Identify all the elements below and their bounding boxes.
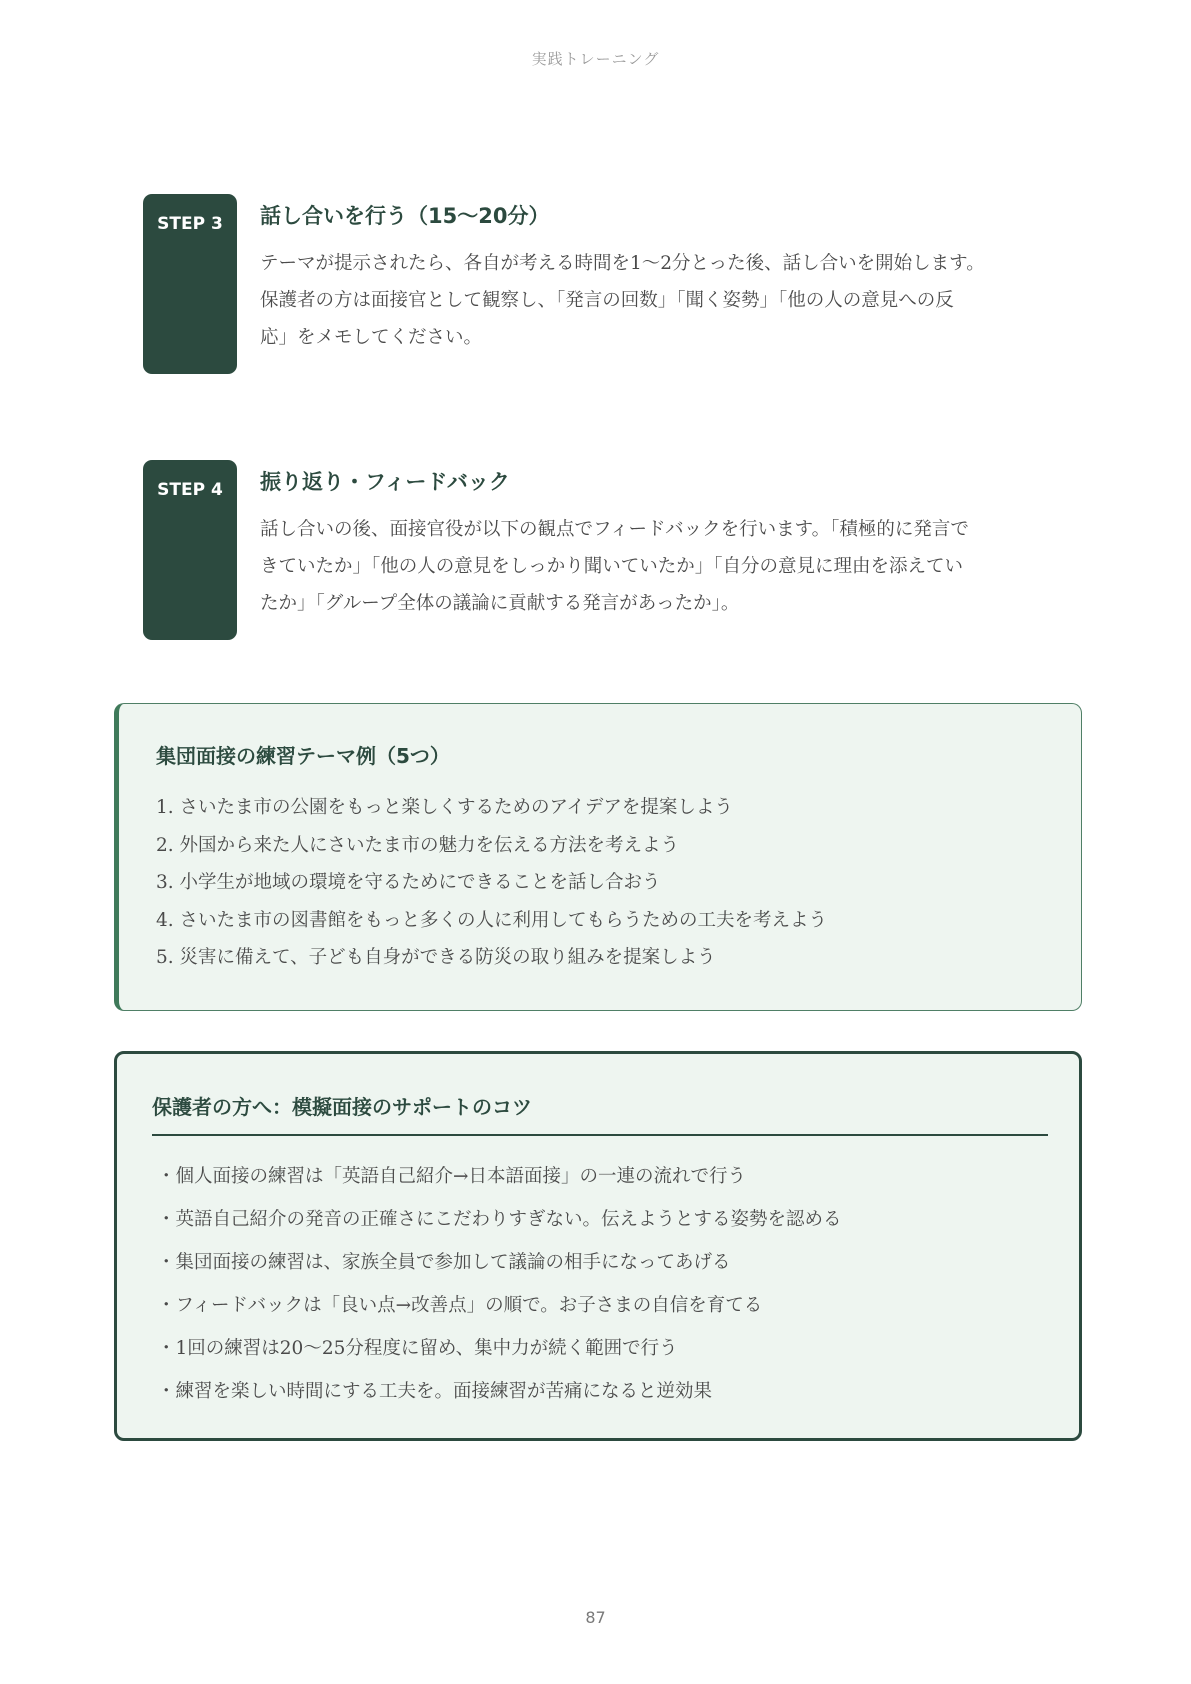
practice-themes-list	[156, 789, 1056, 977]
step-badge: STEP 3	[143, 194, 237, 374]
step-description-line: 保護者の方は面接官として観察し、「発言の回数」「聞く姿勢」「他の人の意見への反	[260, 290, 954, 311]
step-title: 振り返り・フィードバック	[260, 470, 510, 494]
list-item: 3. 小学生が地域の環境を守るためにできることを話し合おう	[156, 872, 661, 893]
list-item: ・ 英語自己紹介の発音の正確さにこだわりすぎない。伝えようとする姿勢を認める	[167, 1198, 1047, 1241]
list-item: 4. さいたま市の図書館をもっと多くの人に利用してもらうための工夫を考えよう	[156, 909, 828, 931]
step-4-section	[143, 460, 1053, 650]
list-item: ・ 集団面接の練習は、家族全員で参加して議論の相手になってあげる	[167, 1241, 1047, 1284]
list-item: 1. さいたま市の公園をもっと楽しくするためのアイデアを提案しよう	[156, 797, 733, 818]
page-number: 87	[585, 1608, 606, 1627]
parent-tips-list	[167, 1155, 1047, 1413]
step-description-line: テーマが提示されたら、各自が考える時間を1〜2分とった後、話し合いを開始します。	[260, 253, 985, 274]
step-description-line: きていたか」「他の人の意見をしっかり聞いていたか」「自分の意見に理由を添えてい	[260, 556, 964, 577]
step-description	[260, 511, 1053, 622]
step-description-line: 話し合いの後、面接官役が以下の観点でフィードバックを行います。「積極的に発言で	[260, 519, 969, 540]
step-title: 話し合いを行う（15〜20分）	[260, 204, 550, 228]
list-item: 5. 災害に備えて、子ども自身ができる防災の取り組みを提案しよう	[156, 947, 716, 968]
step-description-line: 応」をメモしてください。	[260, 327, 483, 348]
parent-tips-box	[114, 1051, 1082, 1441]
step-3-section	[143, 194, 1053, 384]
step-badge: STEP 4	[143, 460, 237, 640]
list-item: 2. 外国から来た人にさいたま市の魅力を伝える方法を考えよう	[156, 834, 680, 856]
step-description	[260, 245, 1053, 356]
list-item: ・ 1回の練習は20〜25分程度に留め、集中力が続く範囲で行う	[167, 1327, 1047, 1370]
list-item: ・ 個人面接の練習は「英語自己紹介→日本語面接」の一連の流れで行う	[167, 1155, 1047, 1198]
step-description-line: たか」「グループ全体の議論に貢献する発言があったか」。	[260, 593, 740, 614]
running-header: 実践トレーニング	[531, 50, 660, 68]
list-item: ・ 練習を楽しい時間にする工夫を。面接練習が苦痛になると逆効果	[167, 1370, 1047, 1413]
parent-tips-title: 保護者の方へ：模擬面接のサポートのコツ	[152, 1095, 532, 1119]
list-item: ・ フィードバックは「良い点→改善点」の順で。お子さまの自信を育てる	[167, 1284, 1047, 1327]
title-divider	[152, 1134, 1048, 1136]
practice-themes-box	[114, 703, 1082, 1011]
practice-themes-title: 集団面接の練習テーマ例（5つ）	[156, 744, 450, 768]
